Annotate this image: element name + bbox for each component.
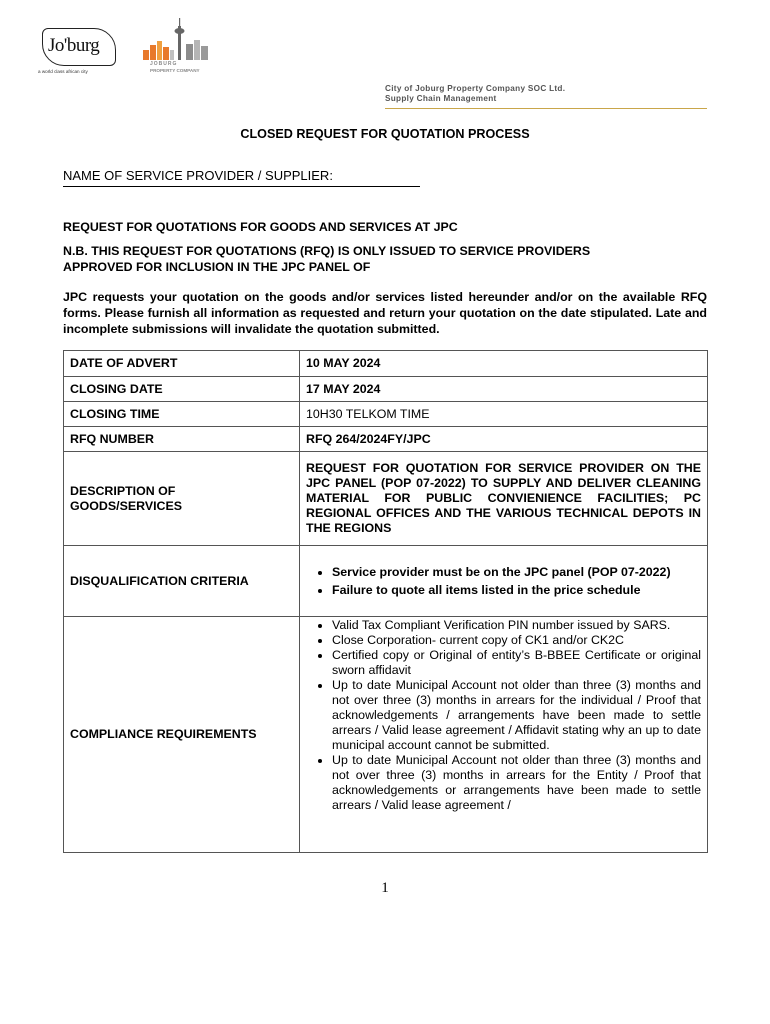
table-row [64, 452, 708, 546]
department-name: Supply Chain Management [385, 94, 497, 103]
list-item: • Valid Tax Compliant Verification PIN number issued by SARS. [332, 618, 701, 633]
rfq-details-table [63, 350, 708, 853]
table-row [64, 617, 708, 853]
table-row [64, 351, 708, 377]
list-item: • Certified copy or Original of entity’s B-BBEE Certificate or original sworn affidavit [332, 648, 701, 678]
header-divider [385, 108, 707, 109]
date-of-advert-value: 10 MAY 2024 [300, 351, 708, 377]
closing-date-label: CLOSING DATE [64, 377, 300, 402]
rfq-number-label: RFQ NUMBER [64, 427, 300, 452]
description-label-line1: DESCRIPTION OF [70, 483, 176, 498]
jpc-logo-line2: PROPERTY COMPANY [150, 68, 200, 73]
document-title: CLOSED REQUEST FOR QUOTATION PROCESS [240, 127, 530, 141]
rfq-heading: REQUEST FOR QUOTATIONS FOR GOODS AND SERVICES AT JPC [63, 220, 458, 234]
compliance-value [300, 617, 708, 853]
disqualification-list [306, 563, 701, 599]
table-row [64, 546, 708, 617]
disqualification-label: DISQUALIFICATION CRITERIA [64, 546, 300, 617]
page-number: 1 [381, 880, 389, 896]
table-row [64, 402, 708, 427]
company-name: City of Joburg Property Company SOC Ltd. [385, 84, 566, 93]
table-row [64, 427, 708, 452]
rfq-number-value: RFQ 264/2024FY/JPC [300, 427, 708, 452]
jpc-logo-line1: JOBURG [150, 61, 178, 67]
jpc-logo [140, 18, 220, 76]
list-item: • Close Corporation- current copy of CK1 and/or CK2C [332, 633, 701, 648]
date-of-advert-label: DATE OF ADVERT [64, 351, 300, 377]
joburg-logo-text: Jo'burg [48, 35, 100, 56]
description-label [64, 452, 300, 546]
service-provider-name-label: NAME OF SERVICE PROVIDER / SUPPLIER: [63, 168, 333, 183]
jpc-skyline-icon [140, 18, 220, 62]
list-item: • Up to date Municipal Account not older than three (3) months and not over three (3) months in arrears for the individual / Proof that acknowledgements / arrangements have been made to settle arrears / Valid lease agreement / Affidavit stating why an up to date municipal account cannot be submitted. [332, 678, 701, 753]
compliance-list [306, 618, 701, 813]
closing-date-value: 17 MAY 2024 [300, 377, 708, 402]
disqualification-value [300, 546, 708, 617]
closing-time-label: CLOSING TIME [64, 402, 300, 427]
list-item: • Up to date Municipal Account not older than three (3) months and not over three (3) months in arrears for the Entity / Proof that acknowledgements or arrangements have been made to settle arrears / Valid lease agreement / [332, 753, 701, 813]
list-item: • Failure to quote all items listed in the price schedule [332, 581, 701, 599]
compliance-label: COMPLIANCE REQUIREMENTS [64, 617, 300, 853]
nb-notice-line1: N.B. THIS REQUEST FOR QUOTATIONS (RFQ) IS ONLY ISSUED TO SERVICE PROVIDERS [63, 244, 591, 258]
description-label-line2: GOODS/SERVICES [70, 498, 183, 513]
table-row [64, 377, 708, 402]
nb-notice [63, 244, 590, 275]
nb-notice-line2: APPROVED FOR INCLUSION IN THE JPC PANEL OF [63, 259, 371, 274]
joburg-tagline: a world class african city [38, 69, 88, 74]
closing-time-value: 10H30 TELKOM TIME [300, 402, 708, 427]
intro-paragraph: JPC requests your quotation on the goods and/or services listed hereunder and/or on the available RFQ forms. Please furnish all information as requested and return your quotation on the date stipulated. Late and incomplete submissions will invalidate the quotation submitted. [63, 290, 707, 336]
list-item: • Service provider must be on the JPC panel (POP 07-2022) [332, 563, 701, 581]
description-value: REQUEST FOR QUOTATION FOR SERVICE PROVIDER ON THE JPC PANEL (POP 07-2022) TO SUPPLY AND DELIVER CLEANING MATERIAL FOR PUBLIC CONVIENIENCE FACILITIES; PC REGIONAL OFFICES AND THE VARIOUS TECHNICAL DEPOTS IN THE REGIONS [300, 452, 708, 546]
joburg-logo [38, 28, 120, 76]
service-provider-name-line [63, 186, 420, 187]
company-block [385, 84, 565, 104]
